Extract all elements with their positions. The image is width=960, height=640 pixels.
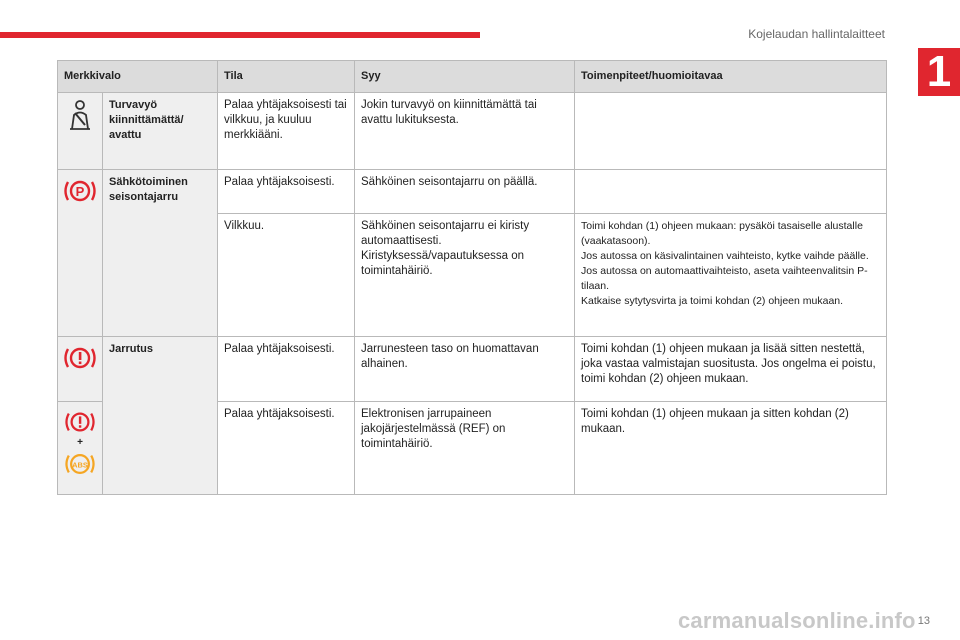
icon-cell xyxy=(58,170,103,337)
section-title: Kojelaudan hallintalaitteet xyxy=(748,27,885,41)
table-row xyxy=(58,337,887,402)
icon-cell xyxy=(58,337,103,402)
abs-label: ABS xyxy=(72,460,88,470)
cause-cell: Jokin turvavyö on kiinnittämättä tai avattu lukituksesta. xyxy=(355,93,575,170)
plus-sign: + xyxy=(77,437,83,448)
brake-warning-icon xyxy=(62,343,98,373)
state-cell: Palaa yhtäjaksoisesti tai vilkkuu, ja kuuluu merkkiääni. xyxy=(218,93,355,170)
state-cell: Palaa yhtäjaksoisesti. xyxy=(218,337,355,402)
column-header-state: Tila xyxy=(218,61,355,93)
indicator-name: Jarrutus xyxy=(103,337,218,495)
chapter-tab: 1 xyxy=(918,48,960,96)
action-cell: Toimi kohdan (1) ohjeen mukaan ja sitten kohdan (2) mukaan. xyxy=(575,402,887,495)
table-row xyxy=(58,170,887,214)
action-cell: Toimi kohdan (1) ohjeen mukaan: pysäköi tasaiselle alustalle (vaakatasoon). Jos autossa on käsivalintainen vaihteisto, kytke vaihde päälle. Jos autossa on automaattivaihteisto, aseta vaihteenvalitsin P-tilaan. Katkaise sytytysvirta ja toimi kohdan (2) ohjeen mukaan. xyxy=(575,214,887,337)
icon-cell xyxy=(58,93,103,170)
svg-text:P: P xyxy=(75,184,85,199)
table-row xyxy=(58,93,887,170)
action-cell xyxy=(575,93,887,170)
cause-cell: Sähköinen seisontajarru on päällä. xyxy=(355,170,575,214)
column-header-indicator: Merkkivalo xyxy=(58,61,218,93)
abs-warning-icon xyxy=(62,450,98,478)
indicator-name: Turvavyö kiinnittämättä/ avattu xyxy=(103,93,218,170)
cause-cell: Elektronisen jarrupaineen jakojärjestelmässä (REF) on toimintahäiriö. xyxy=(355,402,575,495)
action-cell xyxy=(575,170,887,214)
icon-cell xyxy=(58,402,103,495)
cause-cell: Jarrunesteen taso on huomattavan alhainen. xyxy=(355,337,575,402)
cause-cell: Sähköinen seisontajarru ei kiristy automaattisesti. Kiristyksessä/vapautuksessa on toimintahäiriö. xyxy=(355,214,575,337)
watermark: carmanualsonline.info xyxy=(678,608,916,633)
parking-brake-p-icon xyxy=(62,176,98,206)
indicator-name: Sähkötoiminen seisontajarru xyxy=(103,170,218,337)
state-cell: Vilkkuu. xyxy=(218,214,355,337)
state-cell: Palaa yhtäjaksoisesti. xyxy=(218,402,355,495)
state-cell: Palaa yhtäjaksoisesti. xyxy=(218,170,355,214)
header-accent-bar xyxy=(0,32,480,38)
seatbelt-warning-icon xyxy=(65,99,95,133)
table-header-row xyxy=(58,61,887,93)
action-cell: Toimi kohdan (1) ohjeen mukaan ja lisää sitten nestettä, joka vastaa valmistajan suositusta. Jos ongelma ei poistu, toimi kohdan (2) ohjeen mukaan. xyxy=(575,337,887,402)
page-number: 13 xyxy=(917,615,930,627)
brake-warning-icon xyxy=(62,408,98,436)
column-header-cause: Syy xyxy=(355,61,575,93)
column-header-action: Toimenpiteet/huomioitavaa xyxy=(575,61,887,93)
warning-lights-table xyxy=(57,60,887,495)
